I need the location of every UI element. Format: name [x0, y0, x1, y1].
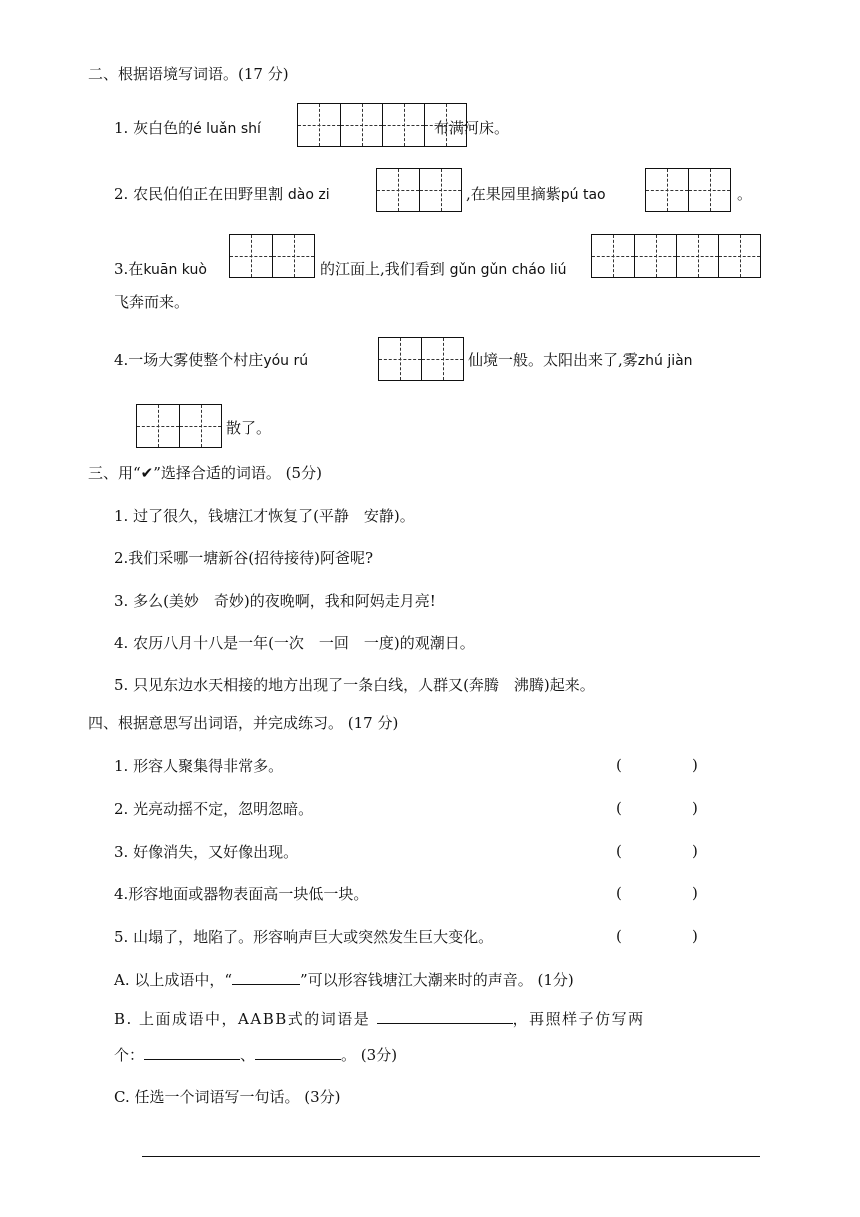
answer-paren-open: ( [616, 799, 622, 817]
answer-paren-open: ( [616, 884, 622, 902]
grid-cell[interactable] [340, 104, 382, 146]
section-4-heading: 四、根据意思写出词语，并完成练习。 (17 分) [88, 714, 399, 732]
question-b-line1 [114, 1007, 645, 1029]
q2-4-continuation: 散了。 [226, 419, 272, 437]
question-a-pre: A. 以上成语中，“ [114, 971, 233, 989]
definition-item: 5. 山塌了，地陷了。形容响声巨大或突然发生巨大变化。 [114, 928, 494, 946]
section-2-heading: 二、根据语境写词语。(17 分) [88, 65, 289, 83]
question-b-line2-post: 。 (3分) [341, 1046, 398, 1064]
grid-cell[interactable] [646, 169, 688, 211]
answer-grid-q2-3a[interactable] [229, 234, 315, 278]
blank-a[interactable] [232, 968, 300, 985]
grid-cell[interactable] [137, 405, 179, 447]
grid-cell[interactable] [382, 104, 424, 146]
answer-paren-close: ) [692, 842, 698, 860]
q2-4-pre: 4.一场大雾使整个村庄 [114, 351, 264, 369]
answer-grid-q2-4b[interactable] [136, 404, 222, 448]
q2-1-post: 布满河床。 [434, 119, 510, 137]
answer-grid-q2-2b[interactable] [645, 168, 731, 212]
blank-b-aabb[interactable] [377, 1007, 513, 1024]
q2-3-pinyin1: kuān kuò [143, 262, 207, 278]
question-b-line2 [114, 1043, 397, 1065]
answer-paren-open: ( [616, 756, 622, 774]
grid-cell[interactable] [634, 235, 676, 277]
choice-item[interactable]: 1. 过了很久，钱塘江才恢复了(平静 安静)。 [114, 507, 415, 525]
answer-paren-open: ( [616, 927, 622, 945]
grid-cell[interactable] [419, 169, 461, 211]
q2-2-prefix [114, 184, 330, 205]
question-b-post: ，再照样子仿写两 [512, 1010, 645, 1028]
answer-paren-close: ) [692, 799, 698, 817]
grid-cell[interactable] [379, 338, 421, 380]
q2-3-mid: 的江面上,我们看到 [320, 260, 445, 278]
grid-cell[interactable] [688, 169, 730, 211]
q2-2-pinyin2: pú tao [560, 187, 606, 203]
grid-cell[interactable] [676, 235, 718, 277]
grid-cell[interactable] [230, 235, 272, 277]
question-b-pre: B. 上面成语中，AABB式的词语是 [114, 1010, 371, 1028]
answer-line[interactable] [142, 1156, 760, 1157]
q2-2-post: 。 [737, 185, 753, 203]
question-b-sep: 、 [240, 1046, 256, 1064]
question-c: C. 任选一个词语写一句话。 (3分) [114, 1088, 341, 1106]
q2-4-pinyin2: zhú jiàn [637, 353, 693, 369]
definition-item: 3. 好像消失，又好像出现。 [114, 843, 299, 861]
definition-item: 1. 形容人聚集得非常多。 [114, 757, 284, 775]
choice-item[interactable]: 2.我们采哪一塘新谷(招待接待)阿爸呢? [114, 549, 374, 567]
q2-3-middle [320, 259, 567, 280]
q2-1-prefix [114, 118, 261, 139]
grid-cell[interactable] [272, 235, 314, 277]
blank-b-1[interactable] [144, 1043, 240, 1060]
q2-2-mid: ,在果园里摘紫 [466, 185, 561, 203]
choice-item[interactable]: 5. 只见东边水天相接的地方出现了一条白线，人群又(奔腾 沸腾)起来。 [114, 676, 595, 694]
q2-4-pinyin1: yóu rú [263, 353, 309, 369]
q2-4-mid: 仙境一般。太阳出来了,雾 [468, 351, 638, 369]
q2-3-continuation: 飞奔而来。 [114, 293, 190, 311]
grid-cell[interactable] [421, 338, 463, 380]
answer-paren-close: ) [692, 884, 698, 902]
q2-2-pre: 2. 农民伯伯正在田野里割 [114, 185, 284, 203]
definition-item: 4.形容地面或器物表面高一块低一块。 [114, 885, 369, 903]
section-3-heading: 三、用“✔”选择合适的词语。 (5分) [88, 464, 322, 482]
answer-paren-close: ) [692, 756, 698, 774]
q2-4-prefix [114, 350, 308, 371]
q2-2-middle [466, 184, 606, 205]
definition-item: 2. 光亮动摇不定，忽明忽暗。 [114, 800, 314, 818]
blank-b-2[interactable] [255, 1043, 341, 1060]
question-b-line2-pre: 个： [114, 1046, 145, 1064]
q2-3-pre: 3.在 [114, 260, 144, 278]
question-a [114, 968, 574, 990]
q2-1-pinyin: é luǎn shí [193, 121, 261, 137]
q2-4-middle [468, 350, 693, 371]
grid-cell[interactable] [298, 104, 340, 146]
choice-item[interactable]: 3. 多么(美妙 奇妙)的夜晚啊，我和阿妈走月亮! [114, 592, 436, 610]
grid-cell[interactable] [377, 169, 419, 211]
grid-cell[interactable] [592, 235, 634, 277]
answer-grid-q2-3b[interactable] [591, 234, 761, 278]
answer-grid-q2-2a[interactable] [376, 168, 462, 212]
grid-cell[interactable] [718, 235, 760, 277]
grid-cell[interactable] [179, 405, 221, 447]
answer-grid-q2-4a[interactable] [378, 337, 464, 381]
q2-1-pre: 1. 灰白色的 [114, 119, 194, 137]
choice-item[interactable]: 4. 农历八月十八是一年(一次 一回 一度)的观潮日。 [114, 634, 475, 652]
q2-3-prefix [114, 259, 207, 280]
answer-paren-close: ) [692, 927, 698, 945]
question-a-post: ”可以形容钱塘江大潮来时的声音。 (1分) [300, 971, 574, 989]
answer-paren-open: ( [616, 842, 622, 860]
q2-3-pinyin2: gǔn gǔn cháo liú [449, 262, 567, 278]
q2-2-pinyin1: dào zi [287, 187, 330, 203]
